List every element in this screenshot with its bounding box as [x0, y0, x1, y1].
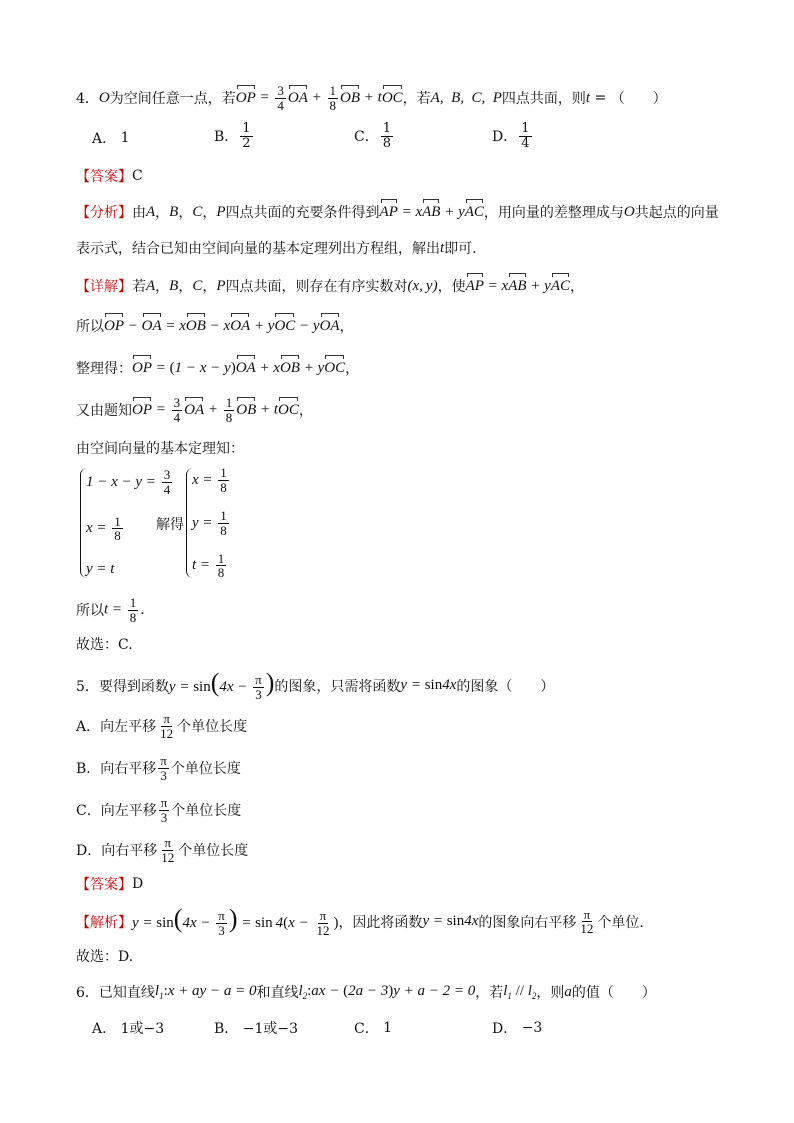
q4-choose: 故选：C.: [76, 637, 133, 653]
q5-stem: 5． 要得到函数 y = sin(4x − $\frac{\pi}{3}$ ) 的图象，只需将函数 y = sin4x 的图象（ ）: [76, 668, 555, 703]
q4-analysis-line1: 【分析】 由 A ， B ， C ， P 四点共面的充要条件得到 AP = xAB + yAC ，用向量的差整理成与 O 共起点的向量: [76, 203, 719, 221]
q5-answer: 【答案】 D: [76, 876, 144, 893]
solution-system: x = $\frac{1}{8}$ y = $\frac{1}{8}$ t = $\frac{1}{8}$: [192, 465, 227, 581]
q5-choose: 故选：D.: [76, 949, 134, 965]
q5-option-d: D． 向右平移 $\frac{\pi}{12}$ 个单位长度: [76, 835, 249, 865]
q5-option-c: C． 向左平移 $\frac{\pi}{3}$ 个单位长度: [76, 795, 242, 825]
q4-detail-line3: 整理得： OP = (1 − x − y)OA + xOB + yOC ，: [76, 359, 360, 377]
q6-option-a: A． 1或−3: [92, 1021, 165, 1037]
solve-label: 解得: [156, 517, 184, 533]
q5-option-b: B． 向右平移 $\frac{\pi}{3}$ 个单位长度: [76, 753, 241, 783]
q4-option-b: B． $\frac{1}{2}$: [214, 121, 251, 151]
q6-option-c: C． 1: [354, 1020, 393, 1037]
q4-option-a: A． 1: [92, 130, 130, 147]
q6-option-d: D． −3: [492, 1020, 543, 1037]
q4-detail-line2: 所以 OP − OA = xOB − xOA + yOC − yOA ，: [76, 317, 354, 335]
q4-option-d: D． $\frac{1}{4}$: [492, 121, 530, 151]
q4-conclusion: 所以 t = $\frac{1}{8}$ .: [76, 595, 145, 625]
equation-system: 1 − x − y = $\frac{3}{4}$ x = $\frac{1}{8}$ y = t: [86, 467, 171, 577]
q4-detail-line5: 由空间向量的基本定理知：: [76, 441, 244, 457]
q4-equation: OP = $\frac{3}{4}$ OA + $\frac{1}{8}$ OB + tOC: [235, 83, 403, 113]
q4-analysis-line2: 表示式，结合已知由空间向量的基本定理列出方程组，解出 t 即可.: [76, 239, 477, 257]
q4-stem: 4． O 为空间任意一点，若 OP = $\frac{3}{4}$ OA + $\frac{1}{8}$ OB + tOC ，若 A, B, C, P 四点共面，则 t = （ ）: [76, 83, 667, 113]
q6-option-b: B． −1或−3: [214, 1021, 299, 1037]
q6-stem: 6． 已知直线 $l_1:x$ + ay − a = 0 和直线 $l_2:ax - (2a - 3)y + a - 2 = 0$ ，若 $l_1 // l_2$ ，则 a 的值（ ）: [76, 983, 656, 1001]
q4-answer: 【答案】 C: [76, 168, 143, 185]
q5-analysis: 【解析】 y = sin(4x − $\frac{\pi}{3}$ ) = sin 4(x − $\frac{\pi}{12}$ ) ，因此将函数 y = sin4x 的图象向右平移 $\frac{\pi}{12}$ 个单位.: [76, 904, 644, 939]
q5-option-a: A． 向左平移 $\frac{\pi}{12}$ 个单位长度: [76, 711, 248, 741]
q4-detail-line4: 又由题知 OP = $\frac{3}{4}$ OA + $\frac{1}{8}$ OB + tOC ，: [76, 395, 313, 425]
q4-option-c: C． $\frac{1}{8}$: [354, 121, 391, 151]
q4-number: 4．: [76, 91, 99, 108]
q4-detail-line1: 【详解】 若 A ， B ， C ， P 四点共面，则存在有序实数对 (x, y) ，使 AP = xAB + yAC ，: [76, 277, 584, 295]
